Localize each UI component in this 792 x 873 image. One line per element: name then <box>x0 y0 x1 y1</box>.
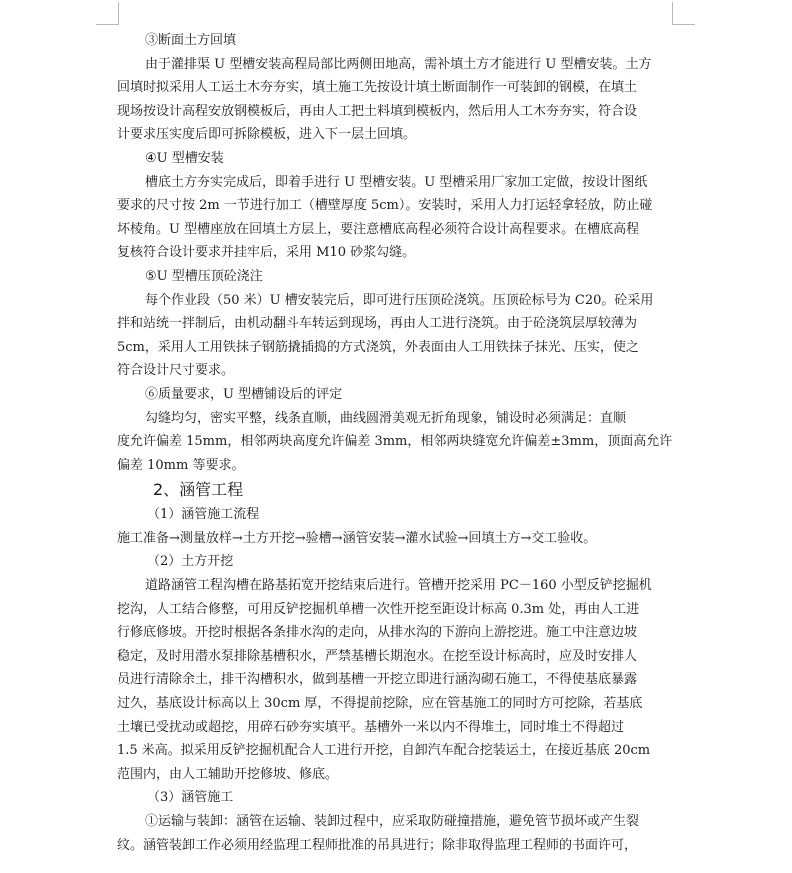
body-line: 1.5 米高。拟采用反铲挖掘机配合人工进行开挖，自卸汽车配合挖装运土，在接近基底 20cm <box>117 743 651 759</box>
section-heading: 2、涵管工程 <box>153 480 244 500</box>
body-line: 每个作业段（50 米）U 槽安装完后，即可进行压顶砼浇筑。压顶砼标号为 C20。砼采用 <box>145 292 654 308</box>
body-line: 回填时拟采用人工运土木夯夯实，填土施工先按设计填土断面制作一可装卸的钢模，在填土 <box>117 80 638 96</box>
body-line: 符合设计尺寸要求。 <box>117 363 235 379</box>
body-line: 勾缝均匀，密实平整，线条直顺，曲线圆滑美观无折角现象，铺设时必须满足：直顺 <box>145 410 627 426</box>
body-line: 坏棱角。U 型槽座放在回填土方层上，要注意槽底高程必须符合设计高程要求。在槽底高程 <box>117 221 640 237</box>
body-line: 员进行清除余土，排干沟槽积水，做到基槽一开挖立即进行涵沟砌石施工，不得使基底暴露 <box>117 672 638 688</box>
body-line: 施工准备→测量放样→土方开挖→验槽→涵管安装→灌水试验→回填土方→交工验收。 <box>117 530 597 546</box>
subheading-5: ⑤U 型槽压顶砼浇注 <box>145 268 263 284</box>
body-line: 范围内，由人工辅助开挖修坡、修底。 <box>117 766 339 782</box>
subheading-2: （2）土方开挖 <box>147 554 234 570</box>
body-line: 土壤已受扰动或超挖，用碎石砂夯实填平。基槽外一米以内不得堆土，同时堆土不得超过 <box>117 719 625 735</box>
body-line: ①运输与装卸：涵管在运输、装卸过程中，应采取防碰撞措施，避免管节损坏或产生裂 <box>145 814 640 829</box>
body-line: 道路涵管工程沟槽在路基拓宽开挖结束后进行。管槽开挖采用 PC－160 小型反铲挖掘机 <box>145 578 652 594</box>
body-line: 要求的尺寸按 2m 一节进行加工（槽壁厚度 5cm）。安装时，采用人力打运轻拿轻放，防止碰 <box>117 198 653 214</box>
body-line: 纹。涵管装卸工作必须用经监理工程师批准的吊具进行；除非取得监理工程师的书面许可， <box>117 837 638 853</box>
body-line: 槽底土方夯实完成后，即着手进行 U 型槽安装。U 型槽采用厂家加工定做，按设计图纸 <box>145 174 648 190</box>
body-line: 偏差 10mm 等要求。 <box>117 457 245 473</box>
document-body <box>117 29 673 857</box>
body-line: 度允许偏差 15mm，相邻两块高度允许偏差 3mm，相邻两块缝宽允许偏差±3mm，顶面高允许 <box>117 434 673 450</box>
body-line: 计要求压实度后即可拆除模板，进入下一层土回填。 <box>117 127 417 143</box>
body-line: 复核符合设计要求并挂牢后，采用 M10 砂浆勾缝。 <box>117 245 416 261</box>
subheading-3: ③断面土方回填 <box>145 33 237 48</box>
body-line: 过久，基底设计标高以上 30cm 厚，不得提前挖除，应在管基施工的同时方可挖除，若基底 <box>117 696 643 712</box>
subheading-1: （1）涵管施工流程 <box>147 507 260 523</box>
subheading-4: ④U 型槽安装 <box>145 150 224 166</box>
corner-mark-top-right <box>672 2 695 25</box>
body-line: 行修底修坡。开挖时根据各条排水沟的走向，从排水沟的下游向上游挖进。施工中注意边坡 <box>117 625 638 641</box>
subheading-6: ⑥质量要求，U 型槽铺设后的评定 <box>145 386 343 402</box>
body-line: 5cm，采用人工用铁抹子钢筋撬插捣的方式浇筑，外表面由人工用铁抹子抹光、压实，使之 <box>117 339 639 355</box>
body-line: 挖沟，人工结合修整，可用反铲挖掘机单槽一次性开挖至距设计标高 0.3m 处，再由人工进 <box>117 601 640 617</box>
body-line: 拌和站统一拌制后，由机动翻斗车转运到现场，再由人工进行浇筑。由于砼浇筑层厚较薄为 <box>117 316 638 332</box>
body-line: 稳定，及时用潜水泵排除基槽积水，严禁基槽长期泡水。在挖至设计标高时，应及时安排人 <box>117 648 638 664</box>
subheading-3b: （3）涵管施工 <box>147 790 234 806</box>
body-line: 现场按设计高程安放钢模板后，再由人工把土料填到模板内，然后用人工木夯夯实，符合设 <box>117 103 638 119</box>
corner-mark-top-left <box>96 2 119 25</box>
body-line: 由于灌排渠 U 型槽安装高程局部比两侧田地高，需补填土方才能进行 U 型槽安装。土方 <box>145 56 652 72</box>
